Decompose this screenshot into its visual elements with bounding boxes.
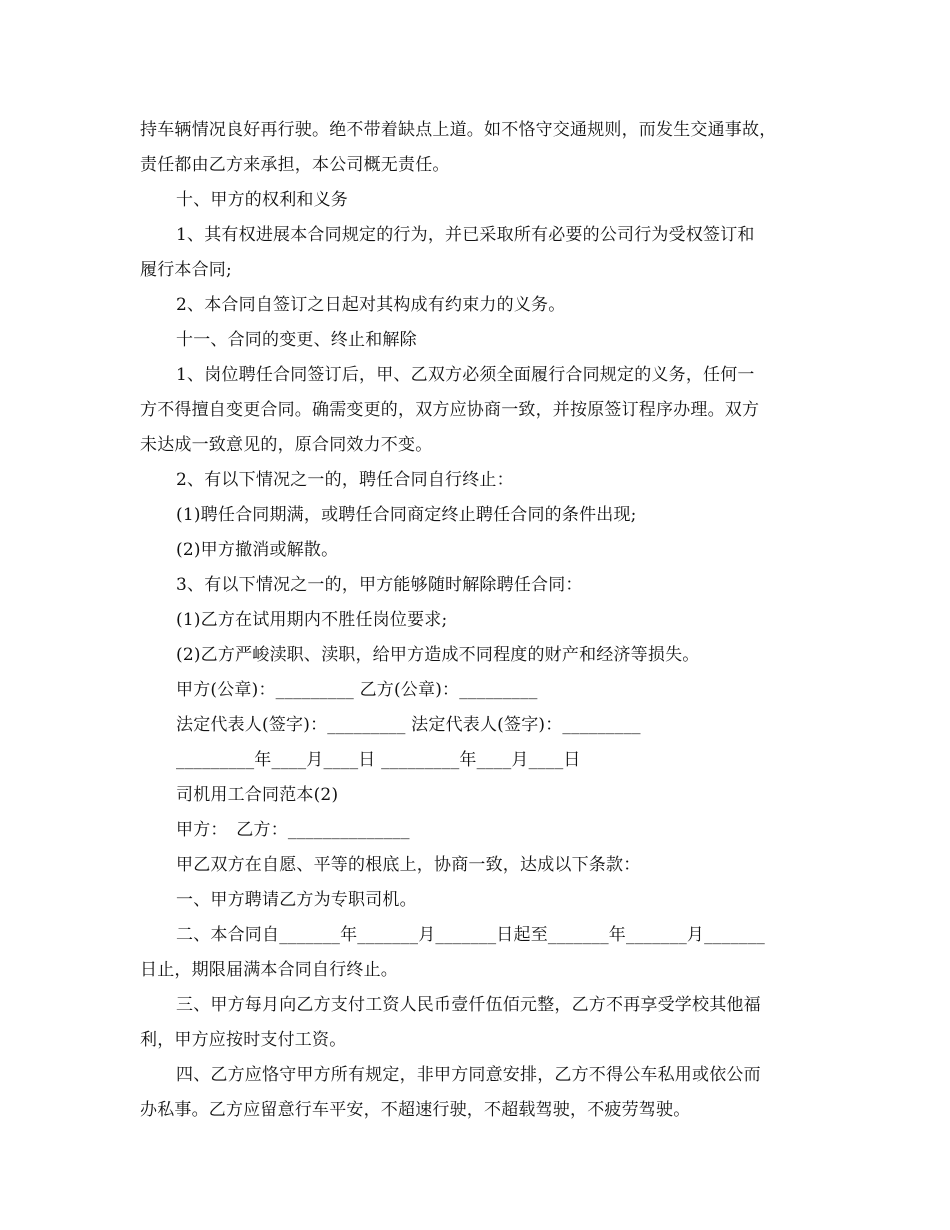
- clause-line: 四、乙方应恪守甲方所有规定，非甲方同意安排，乙方不得公车私用或依公而: [176, 1065, 761, 1085]
- section-heading: 十、甲方的权利和义务: [176, 190, 348, 210]
- date-line: _________年____月____日 _________年____月____日: [176, 750, 581, 770]
- text-line: (1)乙方在试用期内不胜任岗位要求;: [176, 610, 448, 630]
- clause-line: 二、本合同自_______年_______月_______日起至_______年_______月_______: [176, 925, 765, 945]
- text-line: 履行本合同;: [140, 260, 232, 280]
- text-line: 办私事。乙方应留意行车平安，不超速行驶，不超载驾驶，不疲劳驾驶。: [140, 1100, 691, 1120]
- section-heading: 十一、合同的变更、终止和解除: [176, 330, 417, 350]
- document-subtitle: 司机用工合同范本(2): [176, 785, 339, 805]
- document-body: [140, 113, 810, 1128]
- text-line: 2、本合同自签订之日起对其构成有约束力的义务。: [176, 295, 566, 315]
- text-line: (2)甲方撤消或解散。: [176, 540, 339, 560]
- signature-line: 甲方(公章)：_________ 乙方(公章)：_________: [176, 680, 538, 700]
- party-line: 甲方： 乙方：______________: [176, 820, 410, 840]
- text-line: 日止，期限届满本合同自行终止。: [140, 960, 398, 980]
- clause-line: 三、甲方每月向乙方支付工资人民币壹仟伍佰元整，乙方不再享受学校其他福: [176, 995, 761, 1015]
- text-line: 甲乙双方在自愿、平等的根底上，协商一致，达成以下条款：: [176, 855, 641, 875]
- signature-line: 法定代表人(签字)：_________ 法定代表人(签字)：_________: [176, 715, 641, 735]
- text-line: 方不得擅自变更合同。确需变更的，双方应协商一致，并按原签订程序办理。双方: [140, 400, 760, 420]
- text-line: (1)聘任合同期满，或聘任合同商定终止聘任合同的条件出现;: [176, 505, 637, 525]
- text-line: 未达成一致意见的，原合同效力不变。: [140, 435, 433, 455]
- text-line: 持车辆情况良好再行驶。绝不带着缺点上道。如不恪守交通规则，而发生交通事故，: [140, 120, 777, 140]
- text-line: 3、有以下情况之一的，甲方能够随时解除聘任合同：: [176, 575, 583, 595]
- text-line: 2、有以下情况之一的，聘任合同自行终止：: [176, 470, 514, 490]
- text-line: 利，甲方应按时支付工资。: [140, 1030, 347, 1050]
- text-line: 1、岗位聘任合同签订后，甲、乙双方必须全面履行合同规定的义务，任何一: [176, 365, 755, 385]
- text-line: (2)乙方严峻渎职、渎职，给甲方造成不同程度的财产和经济等损失。: [176, 645, 700, 665]
- text-line: 责任都由乙方来承担，本公司概无责任。: [140, 155, 450, 175]
- text-line: 1、其有权进展本合同规定的行为，并已采取所有必要的公司行为受权签订和: [176, 225, 755, 245]
- clause-line: 一、甲方聘请乙方为专职司机。: [176, 890, 417, 910]
